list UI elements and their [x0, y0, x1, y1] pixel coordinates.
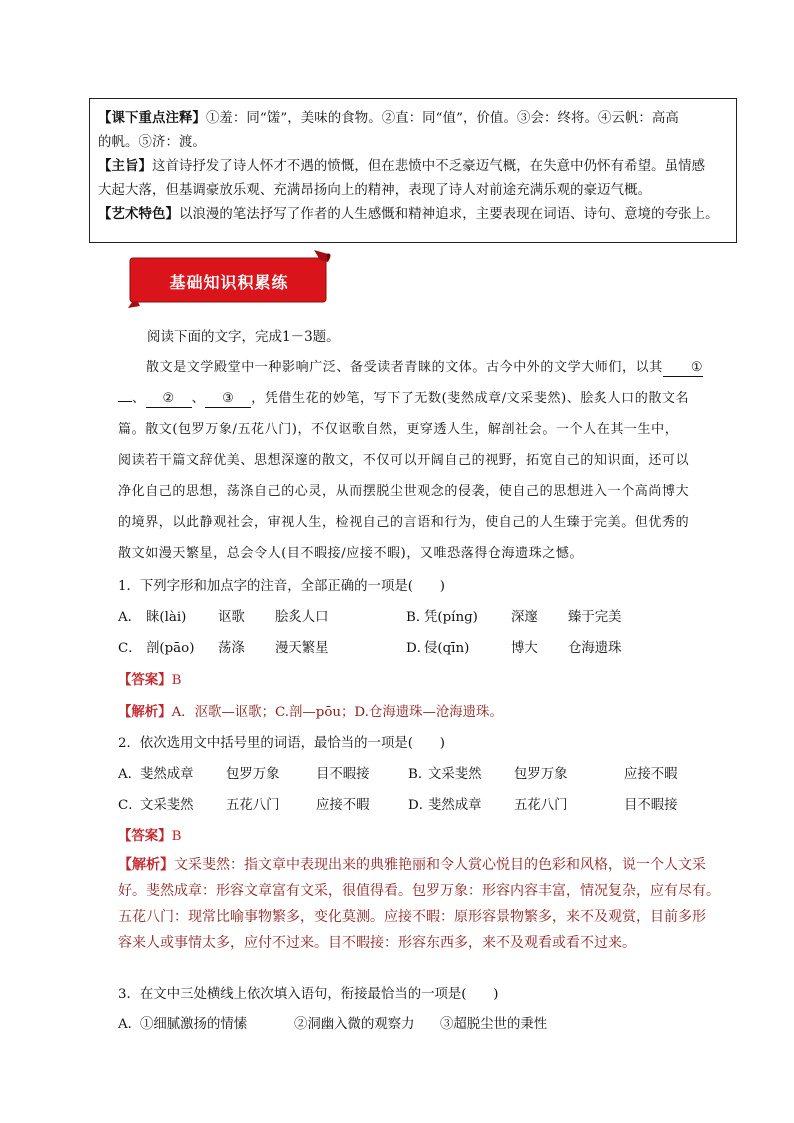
- option-a-1: ①细腻激扬的情愫: [140, 1017, 248, 1032]
- option-c-label: C．: [118, 641, 142, 656]
- blank-1-cont: [118, 401, 132, 402]
- option-c-2: 五花八门: [226, 798, 280, 813]
- passage-line-2: [118, 383, 718, 414]
- question-1-stem: 1．下列字形和加点字的注音，全部正确的一项是( ): [118, 579, 445, 594]
- option-a-3: 目不暇接: [316, 767, 370, 782]
- notes-box: [89, 98, 737, 243]
- passage-line-5: 净化自己的思想，荡涤自己的心灵，从而摆脱尘世观念的侵袭，使自己的思想进入一个高尚博大: [118, 484, 690, 499]
- option-d-1: 斐然成章: [428, 798, 482, 813]
- theme-heading: 【主旨】: [98, 159, 152, 174]
- question-3-stem: 3．在文中三处横线上依次填入语句，衔接最恰当的一项是( ): [118, 987, 499, 1002]
- option-b-label: B．: [406, 610, 430, 625]
- option-d-2: 博大: [511, 641, 538, 656]
- theme-text-cont: 大起大落，但基调豪放乐观、充满昂扬向上的精神，表现了诗人对前途充满乐观的豪迈气概。: [98, 183, 652, 198]
- question-2-answer: [118, 825, 181, 844]
- notes-line-1: [98, 107, 736, 131]
- reading-instruction: 阅读下面的文字，完成1－3题。: [147, 329, 340, 345]
- answer-heading: 【答案】: [118, 673, 172, 688]
- notes-heading: 【课下重点注释】: [98, 111, 206, 126]
- theme-line-2: [98, 179, 736, 203]
- explanation-line-1: [118, 852, 718, 878]
- option-b-3: 应接不暇: [624, 767, 678, 782]
- option-c-3: 漫天繁星: [275, 641, 329, 656]
- passage-text: ，凭借生花的妙笔，写下了无数(斐然成章/文采斐然)、脍炙人口的散文名: [251, 391, 690, 406]
- explanation-line-4: 容来人或事情太多，应付不过来。目不暇接：形容东西多，来不及观看或看不过来。: [118, 935, 636, 951]
- explanation-text: 文采斐然：指文章中表现出来的典雅艳丽和令人赏心悦目的色彩和风格，说一个人文采: [174, 857, 706, 873]
- section-banner: [124, 248, 334, 310]
- answer-heading: 【答案】: [118, 829, 172, 844]
- explanation-line-3: 五花八门：现常比喻事物繁多，变化莫测。应接不暇：原形容景物繁多，来不及观赏，目前多形: [118, 909, 706, 925]
- blank-1: ①: [663, 360, 703, 377]
- option-c-label: C．: [118, 798, 142, 813]
- option-b-2: 包罗万象: [514, 767, 568, 782]
- theme-line-1: [98, 155, 736, 179]
- explanation-text: A．沤歌—讴歌；C.剖—pōu；D.仓海遗珠—沧海遗珠。: [171, 705, 503, 720]
- option-a-1: 斐然成章: [140, 767, 194, 782]
- option-b-label: B．: [408, 767, 432, 782]
- option-c-1: 文采斐然: [140, 798, 194, 813]
- explanation-heading: 【解析】: [118, 705, 172, 720]
- answer-value: B: [171, 673, 182, 688]
- option-a-2: 讴歌: [218, 610, 245, 625]
- option-c-3: 应接不暇: [316, 798, 370, 813]
- blank-3: ③: [205, 391, 251, 408]
- option-b-2: 深邃: [511, 610, 538, 625]
- passage-line-3: 篇。散文(包罗万象/五花八门)，不仅讴歌自然，更穿透人生，解剖社会。一个人在其一生中，: [118, 422, 679, 437]
- explanation-heading: 【解析】: [118, 857, 174, 873]
- banner-title: 基础知识积累练: [169, 273, 289, 292]
- explanation-line-2: 好。斐然成章：形容文章富有文采，很值得看。包罗万象：形容内容丰富，情况复杂，应有尽有。: [118, 883, 720, 899]
- notes-text: ①羞：同“馐”，美味的食物。②直：同“值”，价值。③会：终将。④云帆：高高: [205, 111, 679, 126]
- art-text: 以浪漫的笔法抒写了作者的人生感慨和精神追求，主要表现在词语、诗句、意境的夸张上。: [178, 207, 719, 222]
- option-a-label: A．: [118, 1017, 142, 1032]
- passage: [118, 352, 718, 569]
- separator: 、: [132, 391, 146, 406]
- art-heading: 【艺术特色】: [98, 207, 179, 222]
- option-b-1: 凭(pínɡ): [424, 610, 478, 625]
- passage-line-7: 散文如漫天繁星，总会令人(目不暇接/应接不暇)，又唯恐落得仓海遗珠之憾。: [118, 546, 584, 561]
- option-d-1: 侵(qīn): [424, 641, 470, 656]
- art-line: [98, 203, 736, 227]
- option-a-2: ②洞幽入微的观察力: [294, 1017, 415, 1032]
- option-a-label: A．: [118, 610, 142, 625]
- answer-value: B: [171, 829, 182, 844]
- question-2-stem: 2．依次选用文中括号里的词语，最恰当的一项是( ): [118, 736, 445, 751]
- passage-line-6: 的境界，以此静观社会，审视人生，检视自己的言语和行为，使自己的人生臻于完美。但优秀的: [118, 515, 690, 530]
- option-b-1: 文采斐然: [428, 767, 482, 782]
- notes-line-2: [98, 131, 736, 155]
- option-d-3: 目不暇接: [624, 798, 678, 813]
- option-d-2: 五花八门: [514, 798, 568, 813]
- passage-line-4: 阅读若干篇文辞优美、思想深邃的散文，不仅可以开阔自己的视野，拓宽自己的知识面，还可以: [118, 453, 690, 468]
- option-b-3: 臻于完美: [568, 610, 622, 625]
- blank-2: ②: [146, 391, 192, 408]
- question-1-answer: [118, 669, 181, 688]
- question-2-explanation: [118, 852, 718, 956]
- notes-text-cont: 的帆。⑤济：渡。: [98, 135, 206, 150]
- separator: 、: [191, 391, 206, 406]
- question-1-explanation: [118, 701, 503, 720]
- option-a-label: A．: [118, 767, 142, 782]
- passage-line-1: [118, 352, 718, 383]
- theme-text: 这首诗抒发了诗人怀才不遇的愤慨，但在悲愤中不乏豪迈气概，在失意中仍怀有希望。虽情感: [151, 159, 706, 174]
- option-d-label: D．: [406, 641, 431, 656]
- option-c-1: 剖(pāo): [146, 641, 195, 656]
- option-a-1: 睐(lài): [146, 610, 187, 625]
- passage-text: 散文是文学殿堂中一种影响广泛、备受读者青睐的文体。古今中外的文学大师们，以其: [146, 360, 663, 375]
- option-d-label: D．: [408, 798, 433, 813]
- option-a-3: ③超脱尘世的秉性: [440, 1017, 548, 1032]
- option-a-2: 包罗万象: [226, 767, 280, 782]
- option-d-3: 仓海遗珠: [568, 641, 622, 656]
- option-c-2: 荡涤: [218, 641, 245, 656]
- option-a-3: 脍炙人口: [275, 610, 329, 625]
